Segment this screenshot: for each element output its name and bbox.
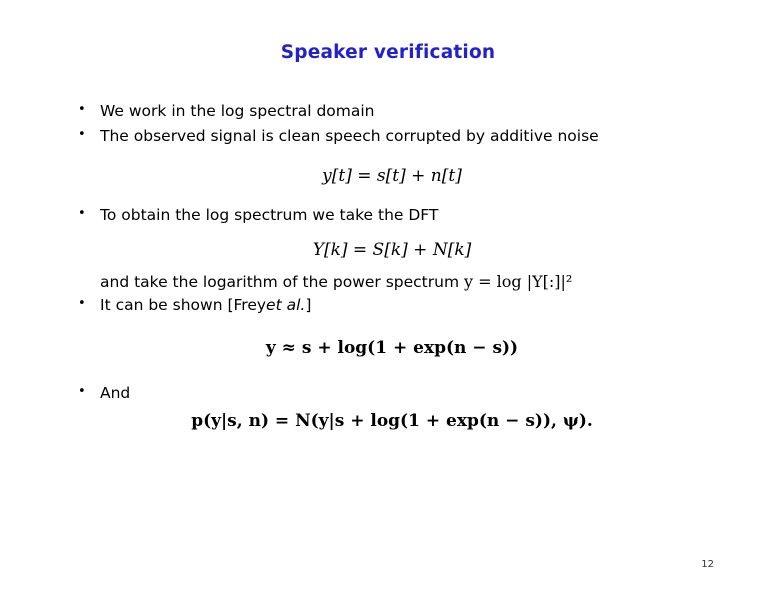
bullet-text-1: We work in the log spectral domain bbox=[100, 102, 375, 120]
equation-posterior bbox=[72, 411, 712, 431]
bullet-text-4-italic: et al. bbox=[266, 295, 306, 314]
page-number: 12 bbox=[701, 559, 714, 570]
equation-time-domain bbox=[72, 166, 712, 186]
bullet-list bbox=[72, 100, 712, 148]
list-item bbox=[72, 204, 712, 226]
bullet-text-4-prefix: It can be shown [Frey bbox=[100, 295, 267, 314]
equation-frequency-domain-text: Y[k] = S[k] + N[k] bbox=[312, 240, 472, 261]
slide-body bbox=[72, 100, 712, 449]
bullet-list-3 bbox=[72, 294, 712, 316]
log-power-prefix: and take the logarithm of the power spectrum bbox=[100, 273, 460, 292]
list-item bbox=[72, 125, 712, 147]
bullet-text-4-suffix: ] bbox=[305, 295, 312, 314]
bullet-text-5: And bbox=[100, 384, 131, 403]
list-item bbox=[72, 382, 712, 404]
list-item bbox=[72, 294, 712, 316]
bullet-list-2 bbox=[72, 204, 712, 226]
list-item bbox=[72, 100, 712, 122]
page-title: Speaker verification bbox=[280, 42, 496, 63]
equation-log-approx-text: y ≈ s + log(1 + exp(n − s)) bbox=[265, 338, 519, 359]
equation-log-approx bbox=[72, 338, 712, 358]
bullet-text-2: The observed signal is clean speech corrupted by additive noise bbox=[100, 127, 599, 146]
equation-frequency-domain bbox=[72, 240, 712, 260]
log-power-math: y = log |Y[:]|² bbox=[464, 272, 573, 292]
equation-time-domain-text: y[t] = s[t] + n[t] bbox=[322, 165, 462, 186]
equation-posterior-text: p(y|s, n) = N(y|s + log(1 + exp(n − s)), ψ). bbox=[191, 410, 593, 431]
log-power-line bbox=[72, 270, 712, 293]
bullet-text-3: To obtain the log spectrum we take the DFT bbox=[100, 205, 439, 224]
bullet-list-4 bbox=[72, 382, 712, 404]
